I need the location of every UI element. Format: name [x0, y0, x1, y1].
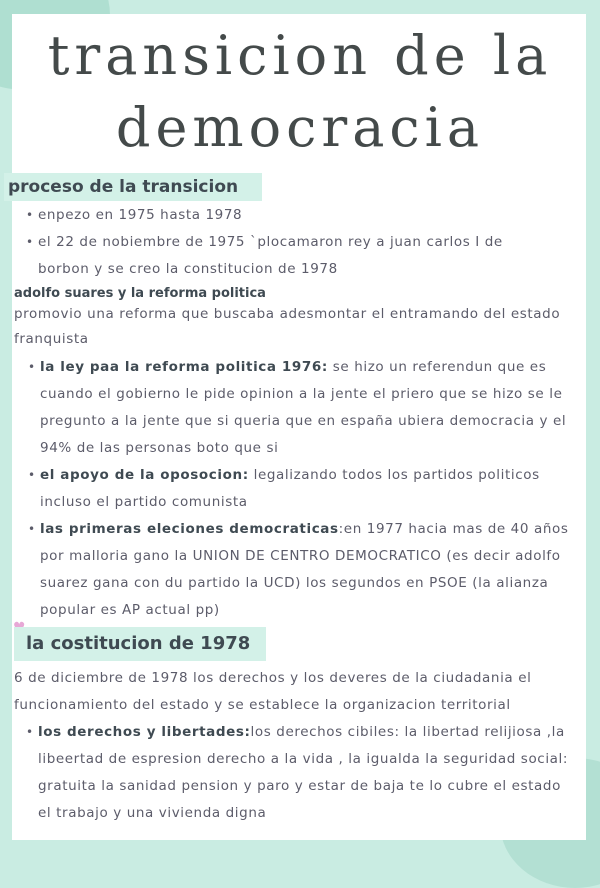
- paragraph-intro-constitucion: 6 de diciembre de 1978 los derechos y los deveres de la ciudadania el funcionamiento del estado y se establece la organizacion territorial: [14, 670, 532, 713]
- list-item: • enpezo en 1975 hasta 1978: [38, 202, 558, 229]
- list-item: • las primeras eleciones democraticas:en 1977 hacia mas de 40 años por malloria gano la UNION DE CENTRO DEMOCRATICO (es decir adolfo suarez gana con du partido la UCD) los segundos en PSOE (la alianza popular es AP actual pp): [40, 516, 580, 624]
- bullet-icon: •: [26, 208, 34, 222]
- bullet-icon: •: [26, 725, 34, 739]
- paragraph-intro-reforma: promovio una reforma que buscaba adesmontar el entramando del estado franquista: [14, 306, 561, 347]
- list-reforma: [28, 354, 580, 624]
- list-item: • el apoyo de la oposocion: legalizando todos los partidos politicos incluso el partido comunista: [40, 462, 580, 516]
- bullet-icon: •: [28, 468, 36, 482]
- section-subheading-suares: adolfo suares y la reforma politica: [14, 286, 266, 301]
- section-heading-transicion: proceso de la transicion: [4, 173, 262, 201]
- bullet-icon: •: [28, 360, 36, 374]
- bullet-icon: •: [26, 235, 34, 249]
- title-line-2: democracia: [115, 96, 485, 159]
- list-transicion: [26, 202, 558, 283]
- list-constitucion: [26, 719, 578, 827]
- page-title: [0, 20, 600, 164]
- list-item: • la ley paa la reforma politica 1976: se hizo un referendun que es cuando el gobierno le pide opinion a la jente el priero que se hizo se le pregunto a la jente que si queria que en españa ubiera democracia y el 94% de las personas boto que si: [40, 354, 580, 462]
- list-item: • los derechos y libertades:los derechos cibiles: la libertad relijiosa ,la libeertad de espresion derecho a la vida , la igualda la seguridad social: gratuita la sanidad pension y paro y estar de baja te lo cubre el estado el trabajo y una vivienda digna: [38, 719, 578, 827]
- title-line-1: transicion de la: [47, 24, 553, 87]
- list-item: • el 22 de nobiembre de 1975 `plocamaron rey a juan carlos I de borbon y se creo la constitucion de 1978: [38, 229, 558, 283]
- section-heading-constitucion: la costitucion de 1978: [14, 627, 266, 661]
- bullet-icon: •: [28, 522, 36, 536]
